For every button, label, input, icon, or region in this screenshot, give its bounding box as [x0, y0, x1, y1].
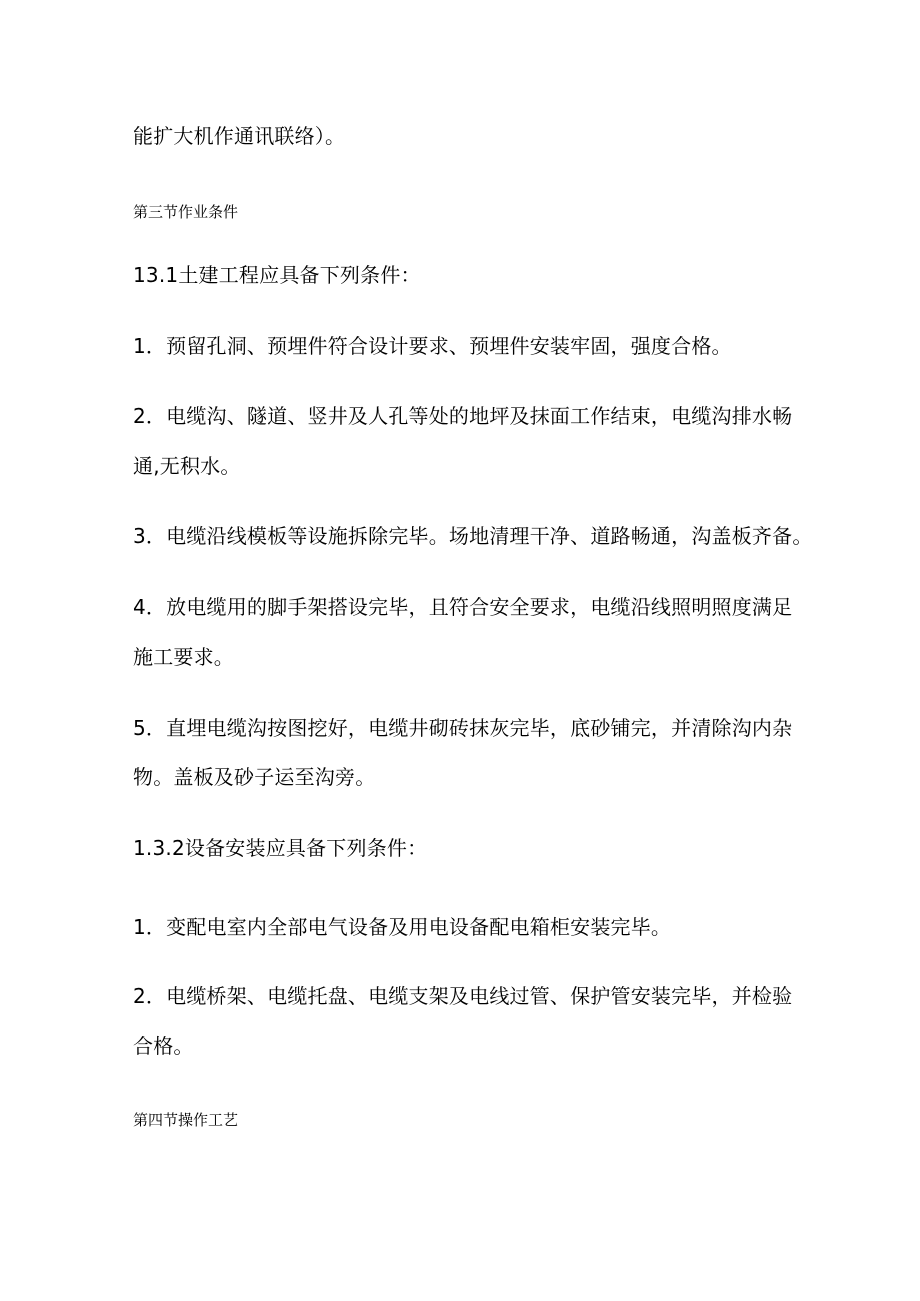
list-item: 3．电缆沿线模板等设施拆除完毕。场地清理干净、道路畅通，沟盖板齐备。 — [133, 524, 813, 548]
section-heading: 第三节作业条件 — [133, 203, 239, 221]
section-heading: 第四节操作工艺 — [133, 1111, 239, 1129]
list-item-continuation: 施工要求。 — [133, 645, 234, 669]
list-item-continuation: 通,无积水。 — [133, 454, 241, 478]
list-item: 4．放电缆用的脚手架搭设完毕，且符合安全要求，电缆沿线照明照度满足 — [133, 595, 793, 619]
subsection-heading: 1.3.2设备安装应具备下列条件： — [133, 836, 428, 860]
list-item: 2．电缆沟、隧道、竖井及人孔等处的地坪及抹面工作结束，电缆沟排水畅 — [133, 404, 793, 428]
list-item: 5．直埋电缆沟按图挖好，电缆井砌砖抹灰完毕，底砂铺完，并清除沟内杂 — [133, 716, 793, 740]
subsection-heading: 13.1土建工程应具备下列条件： — [133, 263, 421, 287]
list-item: 2．电缆桥架、电缆托盘、电缆支架及电线过管、保护管安装完毕，并检验 — [133, 984, 793, 1008]
list-item: 1．变配电室内全部电气设备及用电设备配电箱柜安装完毕。 — [133, 915, 672, 939]
list-item-continuation: 物。盖板及砂子运至沟旁。 — [133, 765, 376, 789]
body-text-line: 能扩大机作通讯联络）。 — [133, 124, 346, 148]
list-item: 1．预留孔洞、预埋件符合设计要求、预埋件安装牢固，强度合格。 — [133, 334, 732, 358]
list-item-continuation: 合格。 — [133, 1034, 194, 1058]
